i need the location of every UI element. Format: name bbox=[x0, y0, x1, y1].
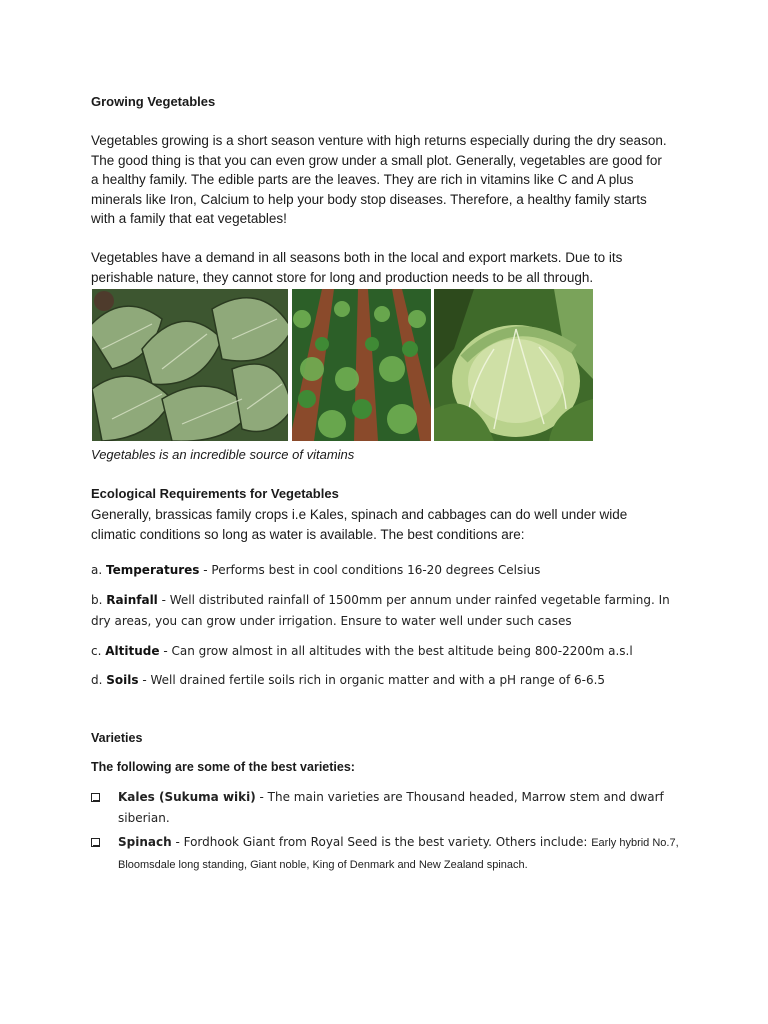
requirement-temperatures bbox=[91, 560, 671, 581]
requirement-text: - Can grow almost in all altitudes with the best altitude being 800-2200m a.s.l bbox=[159, 644, 633, 658]
spinach-rows-photo bbox=[292, 289, 431, 441]
variety-more-text: Early hybrid No.7, Bloomsdale long standing, Giant noble, King of Denmark and New Zealand spinach. bbox=[118, 837, 679, 871]
list-item-spinach bbox=[91, 832, 681, 876]
ecological-intro: Generally, brassicas family crops i.e Kales, spinach and cabbages can do well under wide climatic conditions so long as water is available. The best conditions are: bbox=[91, 507, 628, 542]
ecological-heading: Ecological Requirements for Vegetables bbox=[91, 486, 339, 501]
page-title: Growing Vegetables bbox=[91, 94, 216, 109]
best-varieties-heading: The following are some of the best varieties: bbox=[91, 760, 355, 774]
checkbox-bullet-icon bbox=[91, 793, 100, 802]
variety-text: - The main varieties are Thousand headed, Marrow stem and dwarf siberian. bbox=[118, 790, 664, 825]
intro-paragraph-2: Vegetables have a demand in all seasons both in the local and export markets. Due to its perishable nature, they cannot store for long and production needs to be all through. bbox=[91, 250, 623, 285]
requirement-term: Soils bbox=[106, 673, 139, 687]
variety-text: - Fordhook Giant from Royal Seed is the best variety. Others include: bbox=[171, 835, 592, 849]
requirement-term: Rainfall bbox=[106, 593, 158, 607]
requirement-text: - Well drained fertile soils rich in organic matter and with a pH range of 6-6.5 bbox=[138, 673, 606, 687]
requirement-text: - Well distributed rainfall of 1500mm per annum under rainfed vegetable farming. In dry areas, you can grow under irrigation. Ensure to water well under such cases bbox=[91, 593, 670, 628]
cabbage-photo bbox=[434, 289, 593, 441]
variety-term: Kales (Sukuma wiki) bbox=[118, 790, 256, 804]
requirement-altitude bbox=[91, 641, 671, 662]
intro-paragraph-1: Vegetables growing is a short season venture with high returns especially during the dry season. The good thing is that you can even grow under a small plot. Generally, vegetables are good for a healthy family. The edible parts are the leaves. They are rich in vitamins like C and A plus minerals like Iron, Calcium to help your body stop diseases. Therefore, a healthy family starts with a family that eat vegetables! bbox=[91, 133, 667, 226]
requirement-prefix: a. bbox=[91, 563, 106, 577]
requirement-soils bbox=[91, 670, 671, 691]
requirement-term: Temperatures bbox=[105, 563, 200, 577]
requirement-prefix: b. bbox=[91, 593, 107, 607]
requirement-prefix: c. bbox=[91, 644, 106, 658]
variety-term: Spinach bbox=[118, 835, 172, 849]
requirement-rainfall bbox=[91, 590, 671, 632]
varieties-heading: Varieties bbox=[91, 731, 143, 745]
checkbox-bullet-icon bbox=[91, 838, 100, 847]
requirement-text: - Performs best in cool conditions 16-20 degrees Celsius bbox=[199, 563, 541, 577]
list-item-kales bbox=[91, 787, 681, 829]
kale-photo bbox=[92, 289, 288, 441]
photo-caption: Vegetables is an incredible source of vitamins bbox=[91, 447, 355, 462]
requirement-term: Altitude bbox=[105, 644, 160, 658]
requirement-prefix: d. bbox=[91, 673, 107, 687]
